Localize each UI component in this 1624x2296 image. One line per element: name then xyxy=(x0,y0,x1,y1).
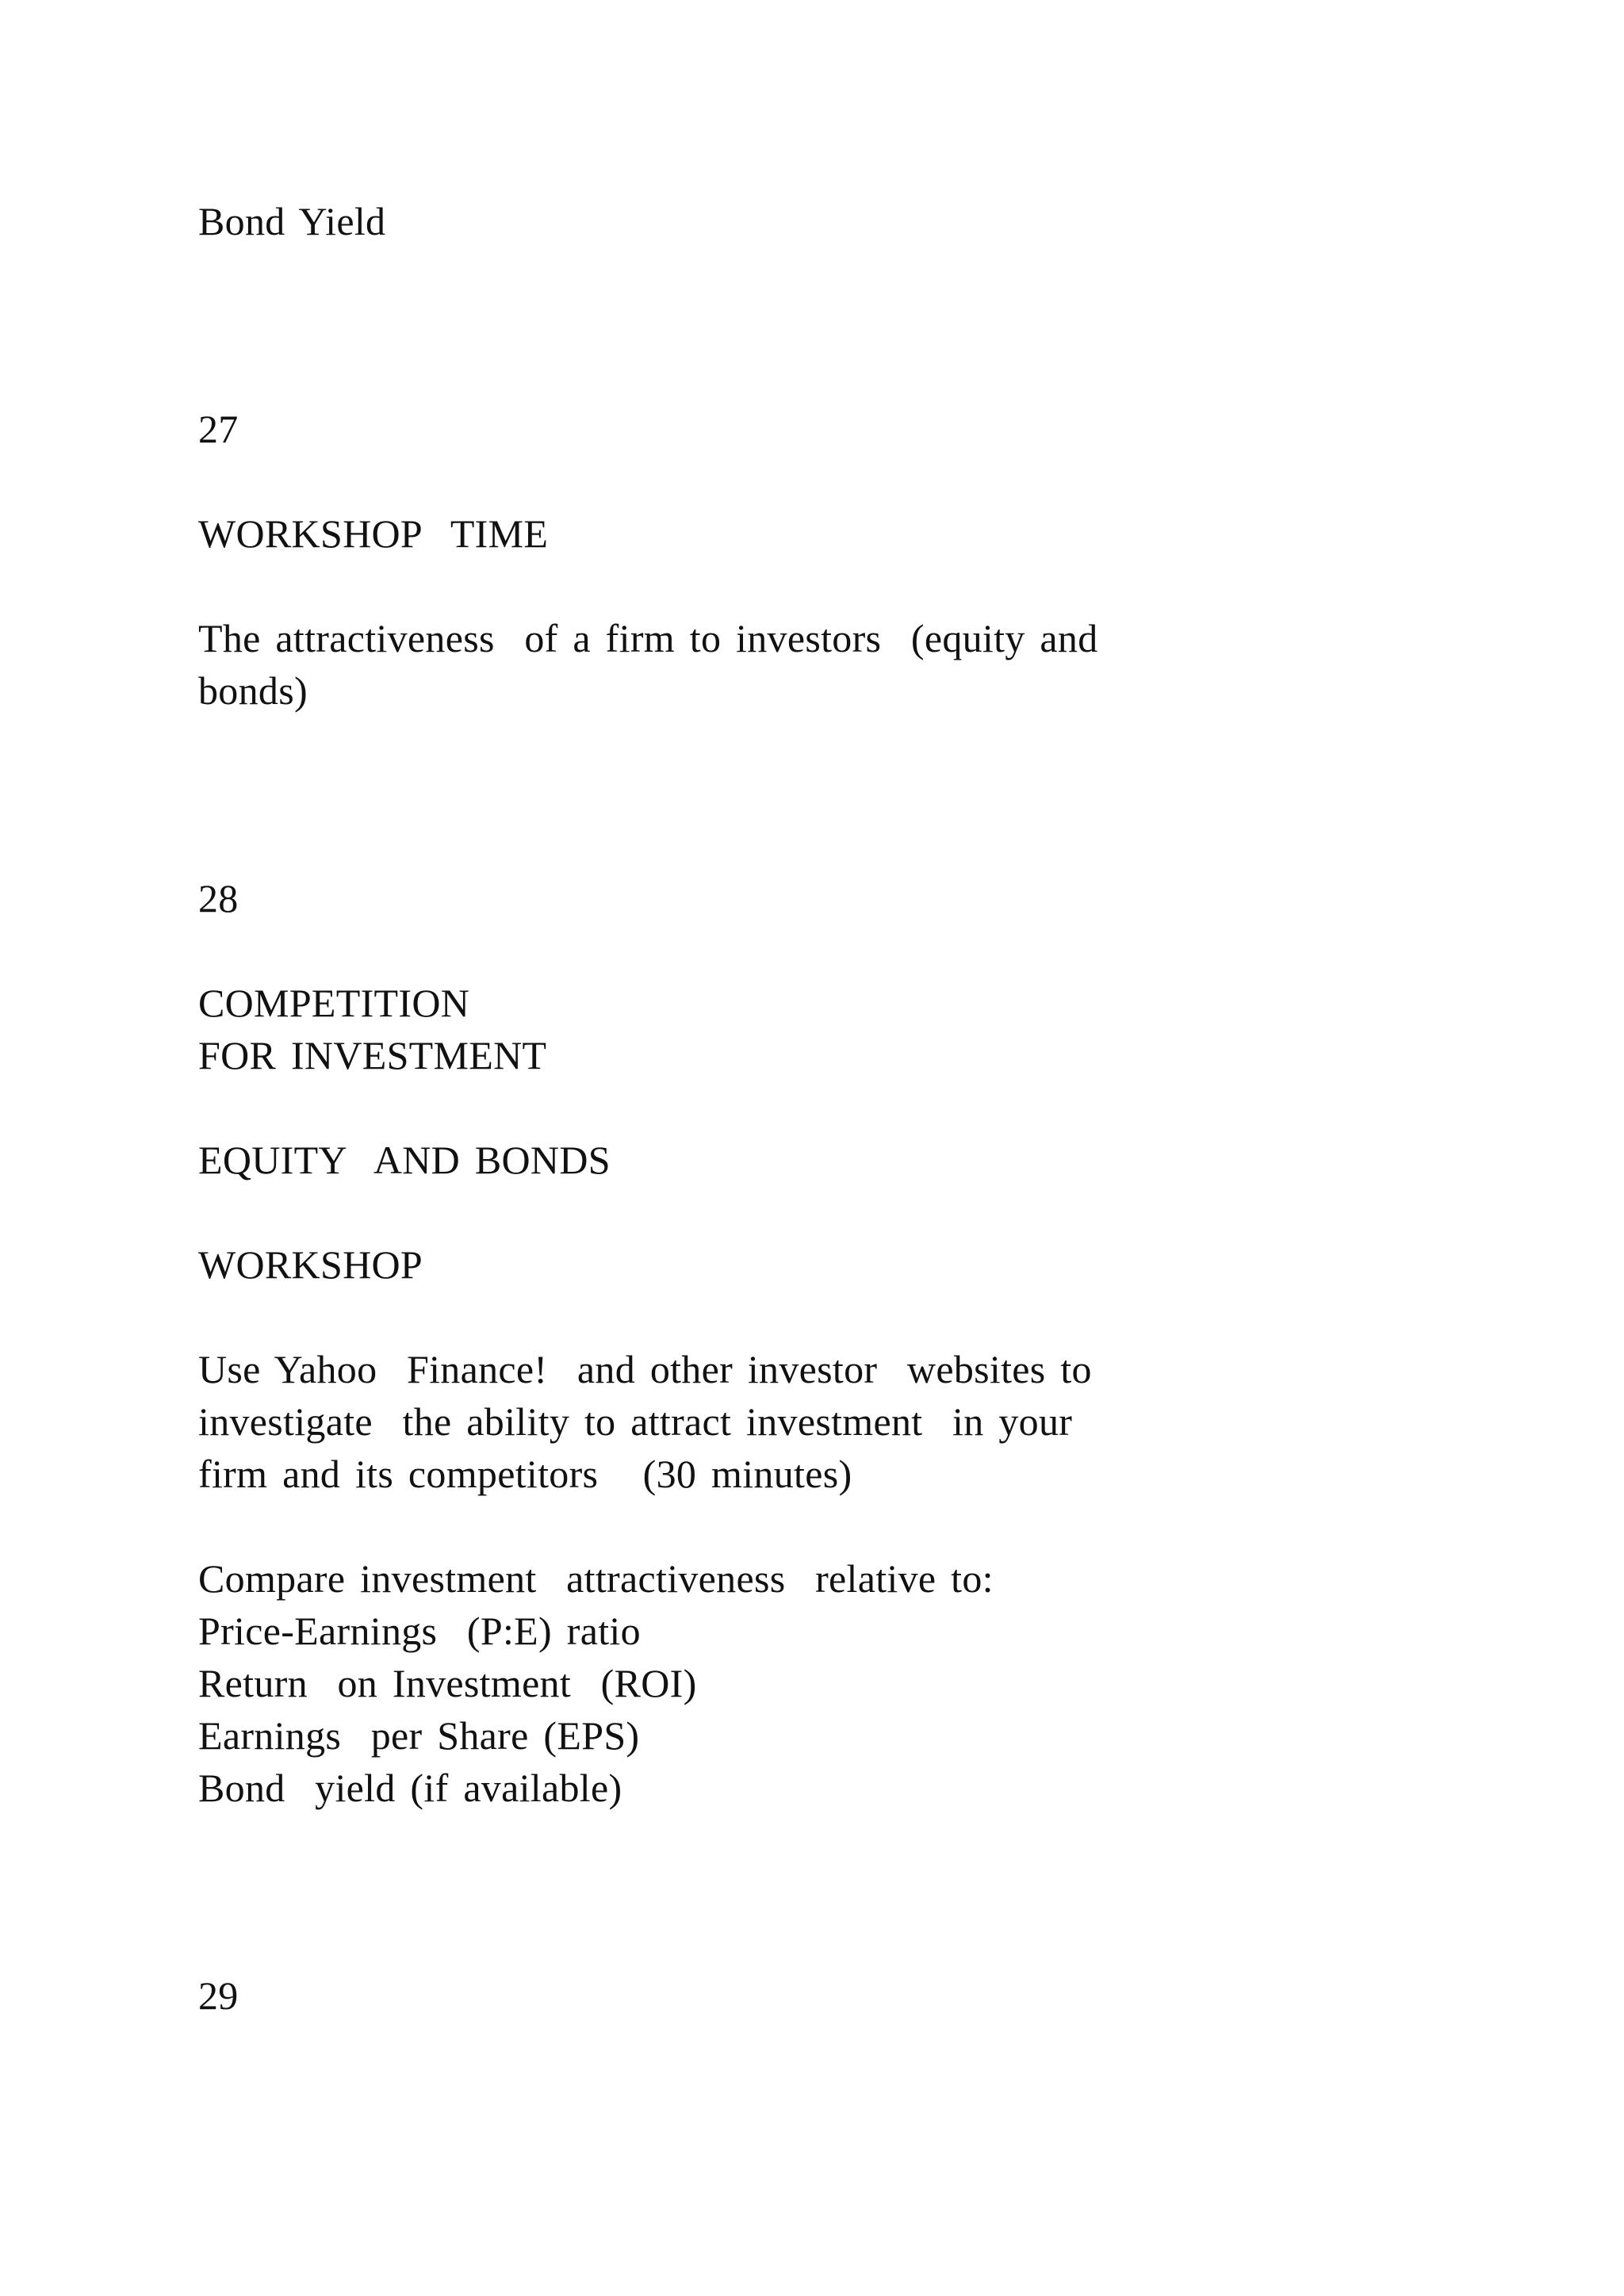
compare-intro: Compare investment attractiveness relative to: xyxy=(198,1556,994,1601)
workshop-text-line: firm and its competitors (30 minutes) xyxy=(198,1452,852,1496)
compare-item: Price-Earnings (P:E) ratio xyxy=(198,1609,641,1653)
compare-item: Bond yield (if available) xyxy=(198,1766,622,1810)
heading-bond-yield: Bond Yield xyxy=(198,199,386,243)
heading-workshop: WORKSHOP xyxy=(198,1242,423,1287)
heading-equity-bonds: EQUITY AND BONDS xyxy=(198,1138,611,1182)
page-number: 28 xyxy=(198,876,239,920)
heading-competition-line: COMPETITION xyxy=(198,981,470,1025)
heading-workshop-time: WORKSHOP TIME xyxy=(198,511,549,556)
workshop-text-line: investigate the ability to attract investment in your xyxy=(198,1399,1073,1444)
page-number: 27 xyxy=(198,407,239,451)
workshop-time-text-line: The attractiveness of a firm to investors (equity and xyxy=(198,616,1098,660)
page-number: 29 xyxy=(198,1973,239,2018)
compare-item: Earnings per Share (EPS) xyxy=(198,1713,640,1758)
heading-competition-line: FOR INVESTMENT xyxy=(198,1033,547,1077)
workshop-text-line: Use Yahoo Finance! and other investor websites to xyxy=(198,1347,1092,1391)
workshop-time-text-line: bonds) xyxy=(198,668,308,713)
compare-item: Return on Investment (ROI) xyxy=(198,1661,697,1705)
